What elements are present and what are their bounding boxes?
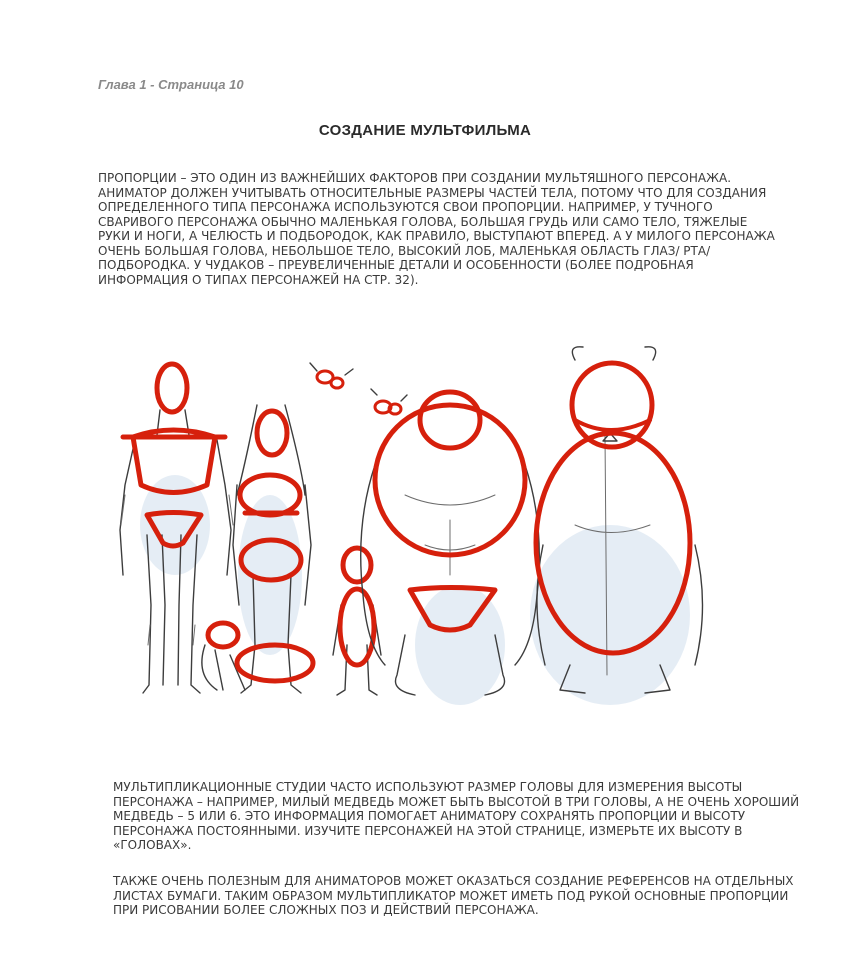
references-paragraph: ТАКЖЕ ОЧЕНЬ ПОЛЕЗНЫМ ДЛЯ АНИМАТОРОВ МОЖЕТ ОКАЗАТЬСЯ СОЗДАНИЕ РЕФЕРЕНСОВ НА ОТДЕЛЬНЫХ ЛИСТАХ БУМАГИ. ТАКИМ ОБРАЗОМ МУЛЬТИПЛИКАТОР МОЖЕТ ИМЕТЬ ПОД РУКОЙ ОСНОВНЫЕ ПРОПОРЦИИ ПРИ РИСОВАНИИ БОЛЕЕ СЛОЖНЫХ ПОЗ И ДЕЙСТВИЙ ПЕРСОНАЖА.	[113, 874, 794, 917]
intro-paragraph: ПРОПОРЦИИ – ЭТО ОДИН ИЗ ВАЖНЕЙШИХ ФАКТОРОВ ПРИ СОЗДАНИИ МУЛЬТЯШНОГО ПЕРСОНАЖА. АНИМАТОР ДОЛЖЕН УЧИТЫВАТЬ ОТНОСИТЕЛЬНЫЕ РАЗМЕРЫ ЧАСТЕЙ ТЕЛА, ПОТОМУ ЧТО ДЛЯ СОЗДАНИЯ ОПРЕДЕЛЕННОГО ТИПА ПЕРСОНАЖА ИСПОЛЬЗУЮТСЯ СВОИ ПРОПОРЦИИ. НАПРИМЕР, У ТУЧНОГО СВАРИВОГО ПЕРСОНАЖА ОБЫЧНО МАЛЕНЬКАЯ ГОЛОВА, БОЛЬШАЯ ГРУДЬ ИЛИ САМО ТЕЛО, ТЯЖЕЛЫЕ РУКИ И НОГИ, А ЧЕЛЮСТЬ И ПОДБОРОДОК, КАК ПРАВИЛО, ВЫСТУПАЮТ ВПЕРЕД. А У МИЛОГО ПЕРСОНАЖА ОЧЕНЬ БОЛЬШАЯ ГОЛОВА, НЕБОЛЬШОЕ ТЕЛО, ВЫСОКИЙ ЛОБ, МАЛЕНЬКАЯ ОБЛАСТЬ ГЛАЗ/ РТА/ПОДБОРОДКА. У ЧУДАКОВ – ПРЕУВЕЛИЧЕННЫЕ ДЕТАЛИ И ОСОБЕННОСТИ (БОЛЕЕ ПОДРОБНАЯ ИНФОРМАЦИЯ О ТИПАХ ПЕРСОНАЖЕЙ НА СТР. 32).	[98, 171, 775, 287]
character-proportions-illustration	[105, 345, 720, 730]
page-header: Глава 1 - Страница 10	[98, 77, 244, 92]
page-title: СОЗДАНИЕ МУЛЬТФИЛЬМА	[318, 122, 532, 139]
heads-paragraph: МУЛЬТИПЛИКАЦИОННЫЕ СТУДИИ ЧАСТО ИСПОЛЬЗУЮТ РАЗМЕР ГОЛОВЫ ДЛЯ ИЗМЕРЕНИЯ ВЫСОТЫ ПЕРСОНАЖА – НАПРИМЕР, МИЛЫЙ МЕДВЕДЬ МОЖЕТ БЫТЬ ВЫСОТОЙ В ТРИ ГОЛОВЫ, А НЕ ОЧЕНЬ ХОРОШИЙ МЕДВЕДЬ – 5 ИЛИ 6. ЭТО ИНФОРМАЦИЯ ПОМОГАЕТ АНИМАТОРУ СОХРАНЯТЬ ПРОПОРЦИИ И ВЫСОТУ ПЕРСОНАЖА ПОСТОЯННЫМИ. ИЗУЧИТЕ ПЕРСОНАЖЕЙ НА ЭТОЙ СТРАНИЦЕ, ИЗМЕРЬТЕ ИХ ВЫСОТУ В «ГОЛОВАХ».	[113, 780, 800, 852]
birds	[310, 363, 407, 414]
child-figure	[333, 548, 381, 695]
